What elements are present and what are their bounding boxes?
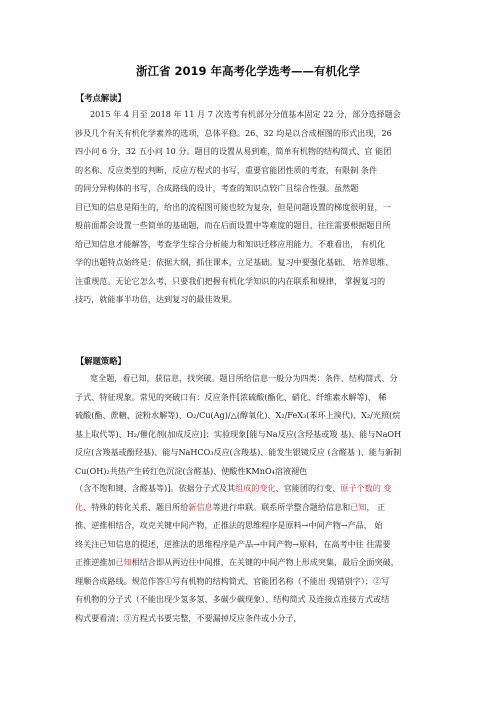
section-heading-strategy: 【解题策略】 [76,356,126,366]
paragraph-line: 目已知的信息是陌生的，给出的流程图可能也较为复杂，但是问题设置的梯度很明显，一 [75,202,391,212]
paragraph-line: 学的出题特点始终是：依据大纲，抓住课本，立足基础。复习中要强化基础、 培养思维、 [75,257,394,267]
paragraph-line [75,502,385,512]
paragraph-line: 反应(含羧基或酚羟基)、能与NaHCO₃反应(含羧基)、能发生银镜反应 (含醛基 )、能与新制 [75,447,402,457]
paragraph-line [75,539,391,549]
highlighted-text: 组成的变化 [235,483,276,493]
paragraph-line: 2015 年 4 月至 2018 年 11 月 7 次选考有机部分分值基本固定 22 分，部分选择题会 [90,109,401,119]
paragraph-line: 注重规范。无论它怎么考，只要我们把握有机化学知识的内在联系和规律， 掌握复习的 [75,276,386,286]
text-span: 构式要看清；③方程式书要完整，不要漏掉反应条件或小分子， [75,613,302,623]
text-span: 终关注已知信息的提述，逆推法的思维程序是产品→中间产物→原料，在高考中往 往需要 [75,539,391,549]
highlighted-text: 原子个数的 变 [340,483,392,493]
paragraph-line: Cu(OH)₂共热产生砖红色沉淀(含醛基)、使酸性KMnO₄溶液褪色 [75,466,308,476]
text-span: 推、逆推相结合，攻克关键中间产物，正推法的思维程序是原料→中间产物→产品， 始 [75,520,383,530]
paragraph-line: 涉及几个有关有机化学素养的选项，总体平稳。26、32 均是以合成框图的形式出现，26 [75,128,392,138]
text-span: 、特殊的转化关系、题目所给 [83,502,189,512]
highlighted-text: 新信息 [188,502,213,512]
text-span: 正推逆推加 [75,557,116,567]
paragraph-line [75,594,389,604]
paragraph-line [75,613,302,623]
text-span: 等进行串联。联系所学整合题给信息和 [212,502,351,512]
paragraph-line [75,576,389,586]
highlighted-text: 已知 [350,502,367,512]
paragraph-line [75,520,383,530]
highlighted-text: 已知 [115,557,132,567]
document-title: 浙江省 2019 年高考化学选考——有机化学 [135,64,360,78]
section-heading-exam-points: 【考点解读】 [76,93,126,103]
paragraph-line: 技巧，就能事半功倍，达到复习的最佳效果。 [75,294,237,304]
paragraph-line: 基上取代等)、H₂/催化剂(加成反应)]；实验现象[能与Na反应(含羟基或羧 基)、能与NaOH [75,429,402,439]
paragraph-line [75,557,399,567]
paragraph-line: 的同分异构体的书写，合成路线的设计，考查的知识点较广且综合性强。虽然题 [75,183,359,193]
paragraph-line: 四小问 6 分，32 五小问 10 分。题目的设置从易到难，简单有机物的结构简式、官 能团 [75,146,392,156]
text-span: 、官能团的行变、 [275,483,341,493]
paragraph-line [75,483,392,493]
paragraph-line: 子式、特征现象。常见的突破口有：反应条件[浓硫酸(酯化、硝化、纤维素水解等)、 稀 [75,392,387,402]
paragraph-line: 的名称、反应类型的判断，反应方程式的书写，重要官能团性质的考查，有限制 条件 [75,165,378,175]
text-span: 相结合即从两边往中间推，在关键的中间产物上形成突集，最后全面突破， [131,557,399,567]
paragraph-line: 般前面都会设置一些简单的基础题，而在后面设置中等难度的题目，往往需要根据题目所 [75,220,391,230]
highlighted-text: 化 [75,502,84,512]
text-span: （含不饱和键、含醛基等)]。依据分子式及其 [75,483,236,493]
text-span: 有机物的分子式（不能出现少氢多氢、多碳少碳现象）、结构简式 及连接点连接方式或结 [75,594,390,604]
paragraph-line: 宽全题，看已知，获信息，找突破。题目所给信息一般分为四类：条件、结构简式、分 [90,373,398,383]
text-span: ， 正 [366,502,386,512]
paragraph-line: 硫酸(酯、蔗糖、淀粉水解等)、O₂/Cu(Ag)/△(醇氧化)、X₂/FeX₃(苯环上溴代)、X₂/光照(烷 [75,410,401,420]
text-span: 理顺合成路线。规范作答①写有机物的结构简式、官能团名称（不能出 现错别字）；②写 [75,576,390,586]
paragraph-line: 给已知信息才能解答，考查学生综合分析能力和知识迁移应用能力。不难看出， 有机化 [75,239,386,249]
